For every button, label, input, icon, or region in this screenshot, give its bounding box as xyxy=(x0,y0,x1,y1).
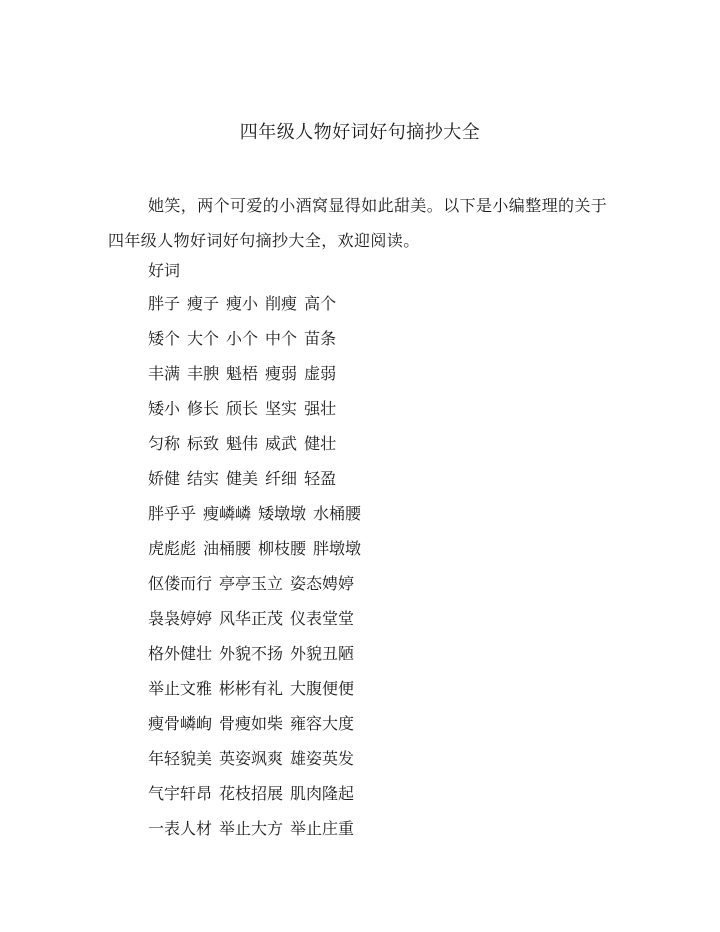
word-item: 苗条 xyxy=(304,329,337,348)
word-item: 举止庄重 xyxy=(290,819,355,838)
word-item: 魁梧 xyxy=(226,364,259,383)
word-item: 瘦小 xyxy=(226,294,259,313)
intro-paragraph: 她笑，两个可爱的小酒窝显得如此甜美。以下是小编整理的关于四年级人物好词好句摘抄大全，欢迎阅读。 xyxy=(108,196,608,250)
word-row xyxy=(148,432,368,467)
word-item: 颀长 xyxy=(226,399,259,418)
word-item: 健美 xyxy=(226,469,259,488)
word-row xyxy=(148,362,368,397)
word-item: 威武 xyxy=(265,434,298,453)
word-item: 瘦骨嶙峋 xyxy=(148,714,213,733)
word-item: 胖子 xyxy=(148,294,181,313)
word-item: 削瘦 xyxy=(265,294,298,313)
word-item: 雄姿英发 xyxy=(290,749,355,768)
word-item: 丰腴 xyxy=(187,364,220,383)
word-item: 小个 xyxy=(226,329,259,348)
word-row xyxy=(148,397,368,432)
word-item: 瘦弱 xyxy=(265,364,298,383)
word-item: 矮墩墩 xyxy=(258,504,307,523)
word-row xyxy=(148,712,368,747)
word-row xyxy=(148,642,368,677)
word-item: 伛偻而行 xyxy=(148,574,213,593)
word-row xyxy=(148,327,368,362)
word-item: 水桶腰 xyxy=(313,504,362,523)
word-row xyxy=(148,502,368,537)
word-item: 格外健壮 xyxy=(148,644,213,663)
word-row xyxy=(148,782,368,817)
word-item: 瘦嶙嶙 xyxy=(203,504,252,523)
word-item: 结实 xyxy=(187,469,220,488)
word-item: 丰满 xyxy=(148,364,181,383)
word-item: 举止大方 xyxy=(219,819,284,838)
word-item: 瘦子 xyxy=(187,294,220,313)
word-item: 修长 xyxy=(187,399,220,418)
word-row xyxy=(148,572,368,607)
word-item: 一表人材 xyxy=(148,819,213,838)
word-item: 强壮 xyxy=(304,399,337,418)
word-item: 外貌不扬 xyxy=(219,644,284,663)
word-row xyxy=(148,747,368,782)
document-title: 四年级人物好词好句摘抄大全 xyxy=(239,122,481,143)
word-row xyxy=(148,467,368,502)
word-item: 肌肉隆起 xyxy=(290,784,355,803)
word-item: 气宇轩昂 xyxy=(148,784,213,803)
word-item: 姿态娉婷 xyxy=(290,574,355,593)
word-item: 健壮 xyxy=(304,434,337,453)
word-item: 大个 xyxy=(187,329,220,348)
word-list xyxy=(148,292,368,852)
word-row xyxy=(148,677,368,712)
word-item: 彬彬有礼 xyxy=(219,679,284,698)
word-item: 矮小 xyxy=(148,399,181,418)
word-item: 匀称 xyxy=(148,434,181,453)
word-item: 标致 xyxy=(187,434,220,453)
word-item: 风华正茂 xyxy=(219,609,284,628)
word-item: 举止文雅 xyxy=(148,679,213,698)
word-item: 娇健 xyxy=(148,469,181,488)
word-item: 雍容大度 xyxy=(290,714,355,733)
word-item: 袅袅婷婷 xyxy=(148,609,213,628)
word-item: 油桶腰 xyxy=(203,539,252,558)
word-item: 纤细 xyxy=(265,469,298,488)
word-item: 骨瘦如柴 xyxy=(219,714,284,733)
section-label-good-words: 好词 xyxy=(148,261,181,280)
word-item: 坚实 xyxy=(265,399,298,418)
word-item: 亭亭玉立 xyxy=(219,574,284,593)
word-row xyxy=(148,537,368,572)
word-item: 英姿飒爽 xyxy=(219,749,284,768)
word-item: 花枝招展 xyxy=(219,784,284,803)
word-item: 魁伟 xyxy=(226,434,259,453)
word-item: 柳枝腰 xyxy=(258,539,307,558)
word-item: 轻盈 xyxy=(304,469,337,488)
word-item: 胖墩墩 xyxy=(313,539,362,558)
word-row xyxy=(148,817,368,852)
word-item: 胖乎乎 xyxy=(148,504,197,523)
word-item: 仪表堂堂 xyxy=(290,609,355,628)
word-item: 外貌丑陋 xyxy=(290,644,355,663)
word-row xyxy=(148,292,368,327)
word-item: 矮个 xyxy=(148,329,181,348)
word-row xyxy=(148,607,368,642)
word-item: 虚弱 xyxy=(304,364,337,383)
word-item: 年轻貌美 xyxy=(148,749,213,768)
word-item: 高个 xyxy=(304,294,337,313)
word-item: 大腹便便 xyxy=(290,679,355,698)
word-item: 虎彪彪 xyxy=(148,539,197,558)
word-item: 中个 xyxy=(265,329,298,348)
